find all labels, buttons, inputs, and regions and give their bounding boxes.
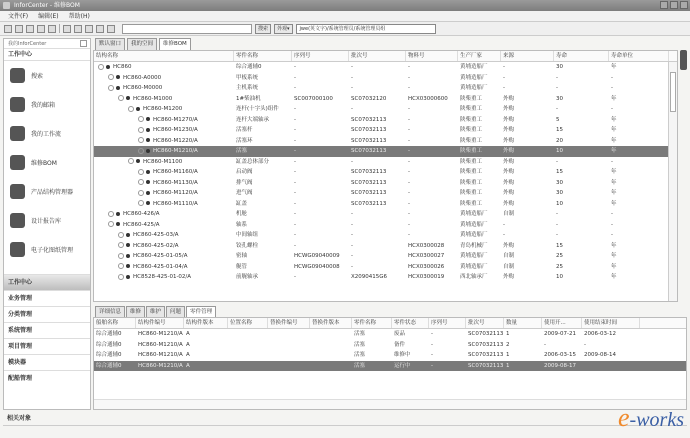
column-header[interactable]: 使用结束时间 (582, 318, 640, 328)
nav-module[interactable]: 模块器 (4, 354, 90, 370)
tree-row[interactable]: HC8528-425-01-02/A 前艉轴承 - X2090415G6 HCX0300019 西北轴承厂 外购 10 年 (94, 272, 677, 283)
expand-toggle-icon[interactable] (138, 148, 144, 154)
tab-issues[interactable]: 问题 (166, 306, 185, 317)
maximize-button[interactable] (670, 1, 678, 9)
refresh-icon[interactable] (15, 25, 23, 33)
node-icon (126, 96, 130, 100)
tree-row[interactable]: HC860 综合通辅0 - - - 黄埔造船厂 - 30 年 (94, 62, 677, 73)
tree-rows (94, 62, 677, 283)
column-header[interactable]: 数量 (504, 318, 542, 328)
expand-toggle-icon[interactable] (108, 221, 114, 227)
nav-work-center[interactable]: 工作中心 (4, 274, 90, 290)
node-icon (116, 86, 120, 90)
open-icon[interactable] (26, 25, 34, 33)
tree-row[interactable]: HC860-A0000 甲板系统 - - - 黄埔造船厂 - - - (94, 73, 677, 84)
sidebar (3, 38, 91, 410)
node-icon (146, 138, 150, 142)
node-icon (126, 243, 130, 247)
expand-toggle-icon[interactable] (118, 95, 124, 101)
cut-icon[interactable] (48, 25, 56, 33)
column-header[interactable]: 船舶名称 (94, 318, 136, 328)
tree-row[interactable]: HC860-M1120/A 进气阀 - SC07032113 - 陕柴重工 外购 30 年 (94, 188, 677, 199)
node-icon (136, 107, 140, 111)
tree-row[interactable]: HC860-M0000 主机系统 - - - 黄埔造船厂 - - - (94, 83, 677, 94)
column-header[interactable]: 结构件编号 (136, 318, 184, 328)
node-icon (116, 212, 120, 216)
column-header[interactable]: 使用开... (542, 318, 582, 328)
expand-toggle-icon[interactable] (118, 263, 124, 269)
copy-icon[interactable] (63, 25, 71, 33)
eworks-watermark: e-works (618, 403, 684, 432)
tree-row[interactable]: HC860-M1210/A 活塞 - SC07032113 - 陕柴重工 外购 10 年 (94, 146, 677, 157)
search-button[interactable]: 搜索 (255, 24, 271, 34)
nav-system[interactable]: 系统管理 (4, 322, 90, 338)
expand-toggle-icon[interactable] (118, 242, 124, 248)
drawing-icon (10, 242, 25, 257)
sidebar-item-repair-bom[interactable]: 维修BOM (4, 148, 90, 177)
column-header[interactable]: 批次号 (466, 318, 504, 328)
column-header[interactable]: 零件状态 (392, 318, 429, 328)
tab-default-window[interactable]: 默认窗口 (95, 38, 125, 50)
part-management-grid (93, 317, 687, 410)
tree-row[interactable]: HC860-M1230/A 活塞杆 - SC07032113 - 陕柴重工 外购 15 年 (94, 125, 677, 136)
tab-details[interactable]: 详细信息 (95, 306, 125, 317)
expand-toggle-icon[interactable] (138, 116, 144, 122)
window-controls (660, 1, 688, 9)
tree-row[interactable]: HC860-425-03/A 中间轴组 - - - 黄埔造船厂 - - - (94, 230, 677, 241)
title-bar (0, 0, 690, 11)
view-dropdown[interactable]: 外观▾ (274, 24, 293, 34)
cut-icon[interactable] (107, 25, 115, 33)
lower-rows (94, 329, 686, 371)
menu-file[interactable]: 文件(F) (8, 13, 29, 20)
app-icon (3, 2, 10, 9)
repair-bom-icon (10, 155, 25, 170)
tree-row[interactable]: HC860-425-01-04/A 艉管 HCWG09040008 - HCX0300026 黄埔造船厂 自制 25 年 (94, 262, 677, 273)
sidebar-item-drawing-manager[interactable]: 电子化图纸管理 (4, 235, 90, 264)
nav-ship-config[interactable]: 配船管理 (4, 370, 90, 386)
tree-row[interactable]: HC860-M1130/A 排气阀 - SC07032113 - 陕柴重工 外购 30 年 (94, 178, 677, 189)
sidebar-item-design-report[interactable]: 设计报告库 (4, 206, 90, 235)
main-panel (93, 38, 687, 410)
expand-toggle-icon[interactable] (108, 211, 114, 217)
node-icon (146, 170, 150, 174)
detail-panel (93, 306, 687, 410)
shield-icon[interactable] (96, 25, 104, 33)
tab-repair-bom[interactable]: 维修BOM (159, 38, 191, 50)
sidebar-item-structure-manager[interactable]: 产品结构管理器 (4, 177, 90, 206)
tree-row[interactable]: HC860-425-02/A 铰孔螺栓 - - HCX0300028 青岛机械厂 外购 15 年 (94, 241, 677, 252)
table-row[interactable]: 综合通辅0 HC860-M1210/A A 活塞 维修中 - SC07032113 1 2006-03-15 2009-08-14 (96, 352, 616, 358)
tree-row[interactable]: HC860-425/A 轴系 - - - 黄埔造船厂 - - - (94, 220, 677, 231)
toolbar (0, 22, 690, 36)
sidebar-item-search[interactable]: 搜索 (4, 61, 90, 90)
collapse-button[interactable] (80, 40, 87, 47)
close-button[interactable] (680, 1, 688, 9)
menu-help[interactable]: 帮助(H) (68, 13, 90, 20)
column-header[interactable]: 序列号 (429, 318, 466, 328)
tree-row[interactable]: HC860-M1110/A 缸盖 - SC07032113 - 陕柴重工 外购 10 年 (94, 199, 677, 210)
search-icon (10, 68, 25, 83)
expand-toggle-icon[interactable] (128, 158, 134, 164)
mailbox-icon (10, 97, 25, 112)
expand-toggle-icon[interactable] (108, 85, 114, 91)
user-context-path[interactable]: jwe(英文字)/系统管理员/系统管理员组 (296, 24, 436, 34)
tab-my-space[interactable]: 我的空间 (127, 38, 157, 50)
minimize-button[interactable] (660, 1, 668, 9)
tab-repair[interactable]: 维修 (126, 306, 145, 317)
section-title: 工作中心 (4, 49, 90, 61)
tree-row[interactable]: HC860-425-01-05/A 密轴 HCWG09040009 - HCX0300027 黄埔造船厂 自制 25 年 (94, 251, 677, 262)
tab-bar (93, 38, 687, 50)
toolbar-separator (59, 24, 60, 33)
open-icon[interactable] (85, 25, 93, 33)
tree-row[interactable]: HC860-M1160/A 启动阀 - SC07032113 - 陕柴重工 外购 15 年 (94, 167, 677, 178)
expand-toggle-icon[interactable] (108, 74, 114, 80)
node-icon (126, 275, 130, 279)
status-bar: 相关对象 (3, 412, 687, 426)
node-icon (146, 201, 150, 205)
expand-toggle-icon[interactable] (128, 106, 134, 112)
expand-toggle-icon[interactable] (138, 190, 144, 196)
node-icon (116, 222, 120, 226)
node-icon (146, 117, 150, 121)
node-icon (136, 159, 140, 163)
report-icon (10, 213, 25, 228)
column-header[interactable]: 结构件版本 (184, 318, 228, 328)
column-header[interactable]: 替换件版本 (310, 318, 352, 328)
table-row[interactable]: 综合通辅0 HC860-M1210/A A 活塞 备件 - SC07032113 2 - - (96, 341, 586, 348)
column-header[interactable]: 位置名称 (228, 318, 268, 328)
nav-project[interactable]: 项目管理 (4, 338, 90, 354)
menu-edit[interactable]: 编辑(E) (38, 13, 59, 20)
tab-maintenance[interactable]: 维护 (146, 306, 165, 317)
node-icon (146, 180, 150, 184)
structure-icon (10, 184, 25, 199)
tab-part-management[interactable]: 零件管理 (186, 306, 216, 317)
window-title: InforCenter - 维修BOM (14, 2, 80, 9)
expand-toggle-icon[interactable] (138, 127, 144, 133)
sidebar-item-mailbox[interactable]: 我的邮箱 (4, 90, 90, 119)
expand-toggle-icon[interactable] (118, 232, 124, 238)
sidebar-header: 我的InforCenter (4, 39, 90, 49)
grid-header (94, 318, 686, 329)
shield-icon[interactable] (37, 25, 45, 33)
grid-header: 结构名称 零件名称 序列号 批次号 物料号 生产厂家 来源 寿命 寿命单位 (94, 51, 677, 62)
tree-row[interactable]: HC860-M1270/A 连杆大端轴承 - SC07032113 - 陕柴重工 外购 5 年 (94, 115, 677, 126)
tree-row[interactable]: HC860-M1100 缸盖总体部分 - - - 陕柴重工 外购 - - (94, 157, 677, 168)
node-icon (106, 65, 110, 69)
tree-row[interactable]: HC860-M1200 连杆(十字头)组件 - - - 陕柴重工 外购 - - (94, 104, 677, 115)
vertical-scrollbar[interactable] (668, 62, 677, 302)
search-input[interactable] (122, 24, 252, 34)
node-icon (126, 264, 130, 268)
table-row[interactable]: 综合通辅0 HC860-M1210/A A 活塞 运行中 - SC07032113 1 2009-08-17 (94, 361, 686, 372)
scroll-thumb[interactable] (670, 72, 676, 112)
node-icon (146, 149, 150, 153)
tree-row[interactable]: HC860-M1000 1#柴油机 SC007000100 SC07032120 HCX03000600 陕柴重工 外购 30 年 (94, 94, 677, 105)
nav-business[interactable]: 业务管理 (4, 290, 90, 306)
nav-classification[interactable]: 分类管理 (4, 306, 90, 322)
column-header[interactable]: 替换件编号 (268, 318, 310, 328)
horizontal-scrollbar[interactable] (94, 399, 686, 409)
tree-row[interactable]: HC860-M1220/A 活塞环 - SC07032113 - 陕柴重工 外购 20 年 (94, 136, 677, 147)
expand-toggle-icon[interactable] (98, 64, 104, 70)
tree-row[interactable]: HC860-426/A 机舱 - - - 黄埔造船厂 自制 - - (94, 209, 677, 220)
expand-toggle-icon[interactable] (138, 137, 144, 143)
node-icon (126, 233, 130, 237)
expand-toggle-icon[interactable] (138, 169, 144, 175)
expand-toggle-icon[interactable] (138, 179, 144, 185)
detail-tab-bar (93, 306, 687, 317)
node-icon (126, 254, 130, 258)
node-icon (116, 75, 120, 79)
copy-icon[interactable] (4, 25, 12, 33)
expand-toggle-icon[interactable] (138, 200, 144, 206)
node-icon (146, 191, 150, 195)
workflow-icon (10, 126, 25, 141)
refresh-icon[interactable] (74, 25, 82, 33)
bom-tree-grid (93, 50, 678, 302)
node-icon (146, 128, 150, 132)
menu-bar (0, 11, 690, 22)
side-toggle-button[interactable] (680, 50, 687, 70)
table-row[interactable]: 综合通辅0 HC860-M1210/A A 活塞 废品 - SC07032113 1 2009-07-21 2006-03-12 (96, 331, 616, 337)
column-header[interactable]: 零件名称 (352, 318, 392, 328)
expand-toggle-icon[interactable] (118, 253, 124, 259)
sidebar-item-workflow[interactable]: 我的工作流 (4, 119, 90, 148)
expand-toggle-icon[interactable] (118, 274, 124, 280)
